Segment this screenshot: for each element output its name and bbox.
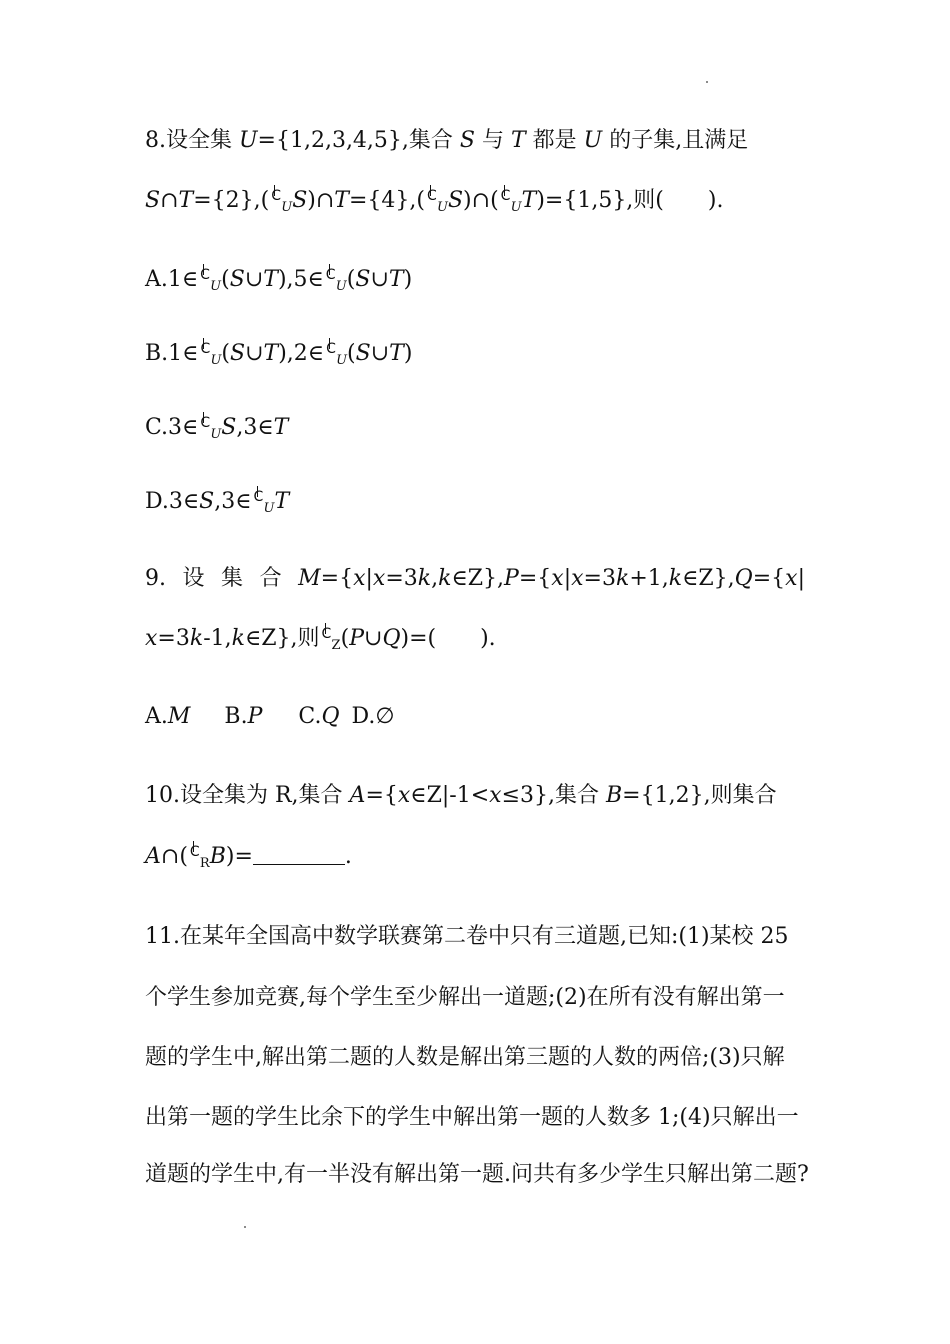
q9-option-d: D.∅ (351, 704, 395, 729)
q11-line: 11.在某年全国高中数学联赛第二卷中只有三道题,已知:(1)某校 25 (145, 924, 789, 949)
q9-option-a: A.M (145, 704, 191, 729)
scan-speck (244, 1226, 246, 1228)
complement-symbol (501, 185, 510, 201)
q8-option-b: B.1∈C $_U$(S∪T),2∈C $_U$(S∪T) (145, 338, 412, 368)
complement-symbol (326, 338, 335, 354)
complement-symbol (326, 264, 335, 280)
complement-symbol (271, 185, 280, 201)
q11-line: 出第一题的学生比余下的学生中解出第一题的人数多 1;(4)只解出一 (145, 1105, 799, 1130)
complement-symbol (200, 412, 209, 428)
q11-line: 题的学生中,解出第二题的人数是解出第三题的人数的两倍;(3)只解 (145, 1045, 785, 1070)
complement-symbol (200, 264, 209, 280)
q9-stem-line1: 9. 设 集 合 M={x|x=3k,k∈Z},P={x|x=3k+1,k∈Z},Q={x| (145, 566, 805, 591)
complement-symbol (322, 623, 331, 639)
q9-option-c: C.Q (298, 704, 340, 729)
scan-speck (706, 81, 708, 83)
q8-stem-line2: S∩T={2},(C $_U$S)∩T={4},(C $_U$S)∩(C $_U$T)={1,5},则( ). (145, 185, 723, 215)
q10-stem-line2: A∩(C $_R$B)= . (145, 841, 352, 871)
q10-stem-line1: 10.设全集为 R,集合 A={x∈Z|-1<x≤3},集合 B={1,2},则集合 (145, 783, 777, 808)
q8-option-c: C.3∈C $_U$S,3∈T (145, 412, 288, 442)
q8-stem-line1: 8.设全集 U={1,2,3,4,5},集合 S 与 T 都是 U 的子集,且满足 (145, 128, 749, 153)
answer-blank (253, 842, 345, 865)
complement-symbol (190, 841, 199, 857)
q11-line: 道题的学生中,有一半没有解出第一题.问共有多少学生只解出第二题? (145, 1162, 809, 1187)
q9-stem-line2: x=3k-1,k∈Z},则C $_Z$(P∪Q)=( ). (145, 623, 496, 653)
complement-symbol (254, 486, 263, 502)
q9-option-b: B.P (224, 704, 263, 729)
q11-line: 个学生参加竞赛,每个学生至少解出一道题;(2)在所有没有解出第一 (145, 985, 785, 1010)
complement-symbol (200, 338, 209, 354)
q8-option-a: A.1∈C $_U$(S∪T),5∈C $_U$(S∪T) (145, 264, 412, 294)
complement-symbol (427, 185, 436, 201)
q9-options (145, 702, 395, 732)
q8-option-d: D.3∈S,3∈C $_U$T (145, 486, 289, 516)
